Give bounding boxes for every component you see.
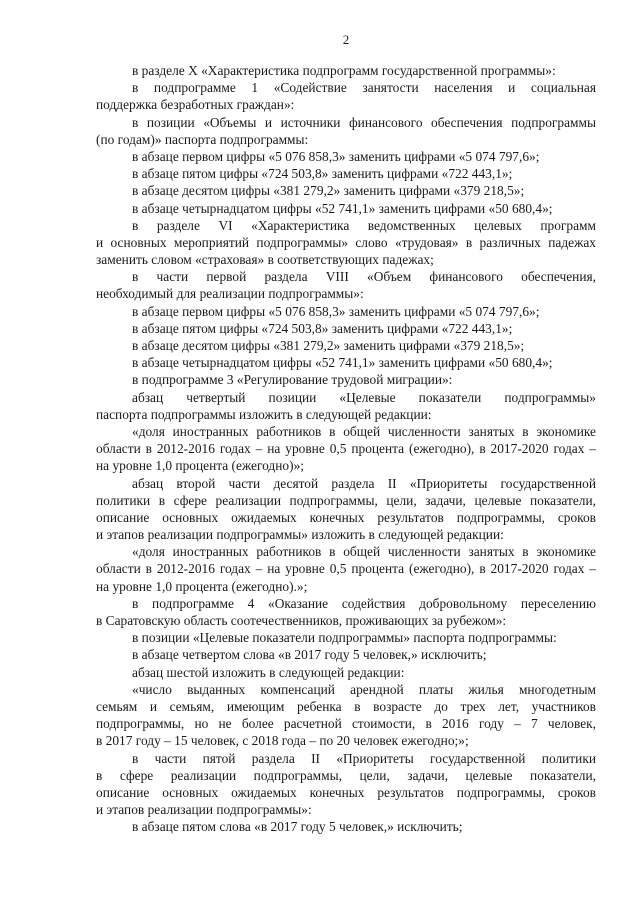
text-line: на уровне 1,0 процента (ежегодно)»; bbox=[96, 458, 304, 474]
text-line: в абзаце первом цифры «5 076 858,3» заменить цифрами «5 074 797,6»; bbox=[132, 148, 540, 164]
text-line: в абзаце десятом цифры «381 279,2» заменить цифрами «379 218,5»; bbox=[132, 338, 525, 353]
text-line: в абзаце четвертом слова «в 2017 году 5 человек,» исключить; bbox=[132, 647, 487, 663]
text-line: в сфере реализации подпрограммы, цели, задачи, целевые показатели, bbox=[96, 767, 596, 783]
text-line: «число выданных компенсаций арендной платы жилья многодетным bbox=[132, 681, 596, 697]
text-line: в позиции «Объемы и источники финансового обеспечения подпрограммы bbox=[132, 114, 596, 130]
text-line: поддержка безработных граждан»: bbox=[96, 97, 295, 113]
text-line: абзац второй части десятой раздела II «Приоритеты государственной bbox=[132, 475, 596, 491]
text-line: в разделе VI «Характеристика ведомственных целевых программ bbox=[132, 217, 596, 233]
text-line: в подпрограмме 4 «Оказание содействия добровольному переселению bbox=[132, 595, 596, 611]
text-line: «доля иностранных работников в общей численности занятых в экономике bbox=[132, 423, 596, 439]
text-line: в части первой раздела VIII «Объем финансового обеспечения, bbox=[132, 269, 596, 285]
text-line: политики в сфере реализации подпрограммы, цели, задачи, целевые показатели, bbox=[96, 492, 596, 508]
text-line: заменить словом «страховая» в соответствующих падежах; bbox=[96, 252, 434, 268]
text-line: и этапов реализации подпрограммы» изложить в следующей редакции: bbox=[96, 527, 504, 543]
text-line: в разделе X «Характеристика подпрограмм государственной программы»: bbox=[132, 63, 556, 78]
text-line: в абзаце пятом слова «в 2017 году 5 человек,» исключить; bbox=[132, 819, 463, 835]
text-line: описание основных ожидаемых конечных результатов подпрограммы, сроков bbox=[96, 509, 596, 525]
text-line: в 2017 году – 15 человек, с 2018 года – по 20 человек ежегодно;»; bbox=[96, 733, 469, 749]
text-line: в абзаце пятом цифры «724 503,8» заменить цифрами «722 443,1»; bbox=[132, 166, 513, 182]
text-line: подпрограммы, но не более расчетной стоимости, в 2016 году – 7 человек, bbox=[96, 716, 596, 732]
text-line: области в 2012-2016 годах – на уровне 0,5 процента (ежегодно), в 2017-2020 годах – bbox=[96, 561, 596, 577]
text-line: в подпрограмме 3 «Регулирование трудовой миграции»: bbox=[132, 372, 453, 388]
text-line: в позиции «Целевые показатели подпрограммы» паспорта подпрограммы: bbox=[132, 630, 557, 646]
text-line: в абзаце четырнадцатом цифры «52 741,1» заменить цифрами «50 680,4»; bbox=[132, 355, 553, 371]
text-line: в абзаце десятом цифры «381 279,2» заменить цифрами «379 218,5»; bbox=[132, 183, 525, 199]
text-line: необходимый для реализации подпрограммы»: bbox=[96, 286, 364, 302]
text-line: «доля иностранных работников в общей численности занятых в экономике bbox=[132, 544, 596, 560]
text-line: и основных мероприятий подпрограммы» слово «трудовая» в различных падежах bbox=[96, 234, 596, 250]
text-line: и этапов реализации подпрограммы»: bbox=[96, 802, 312, 818]
text-line: на уровне 1,0 процента (ежегодно).»; bbox=[96, 578, 308, 594]
text-line: паспорта подпрограммы изложить в следующей редакции: bbox=[96, 406, 432, 422]
text-line: в абзаце пятом цифры «724 503,8» заменить цифрами «722 443,1»; bbox=[132, 320, 513, 336]
text-line: области в 2012-2016 годах – на уровне 0,5 процента (ежегодно), в 2017-2020 годах – bbox=[96, 441, 596, 457]
text-line: в абзаце четырнадцатом цифры «52 741,1» заменить цифрами «50 680,4»; bbox=[132, 200, 553, 216]
text-line: описание основных ожидаемых конечных результатов подпрограммы, сроков bbox=[96, 784, 596, 800]
text-line: в Саратовскую область соотечественников, проживающих за рубежом»: bbox=[96, 613, 507, 628]
page-number: 2 bbox=[342, 32, 350, 47]
text-line: (по годам)» паспорта подпрограммы: bbox=[96, 131, 309, 147]
document-body bbox=[96, 62, 596, 835]
text-line: абзац четвертый позиции «Целевые показатели подпрограммы» bbox=[132, 389, 596, 405]
text-line: в абзаце первом цифры «5 076 858,3» заменить цифрами «5 074 797,6»; bbox=[132, 303, 540, 319]
text-line: семьям и семьям, имеющим ребенка в возрасте до трех лет, участников bbox=[96, 698, 596, 714]
text-line: абзац шестой изложить в следующей редакции: bbox=[132, 664, 405, 680]
text-line: в подпрограмме 1 «Содействие занятости населения и социальная bbox=[132, 80, 596, 96]
text-line: в части пятой раздела II «Приоритеты государственной политики bbox=[132, 750, 596, 766]
